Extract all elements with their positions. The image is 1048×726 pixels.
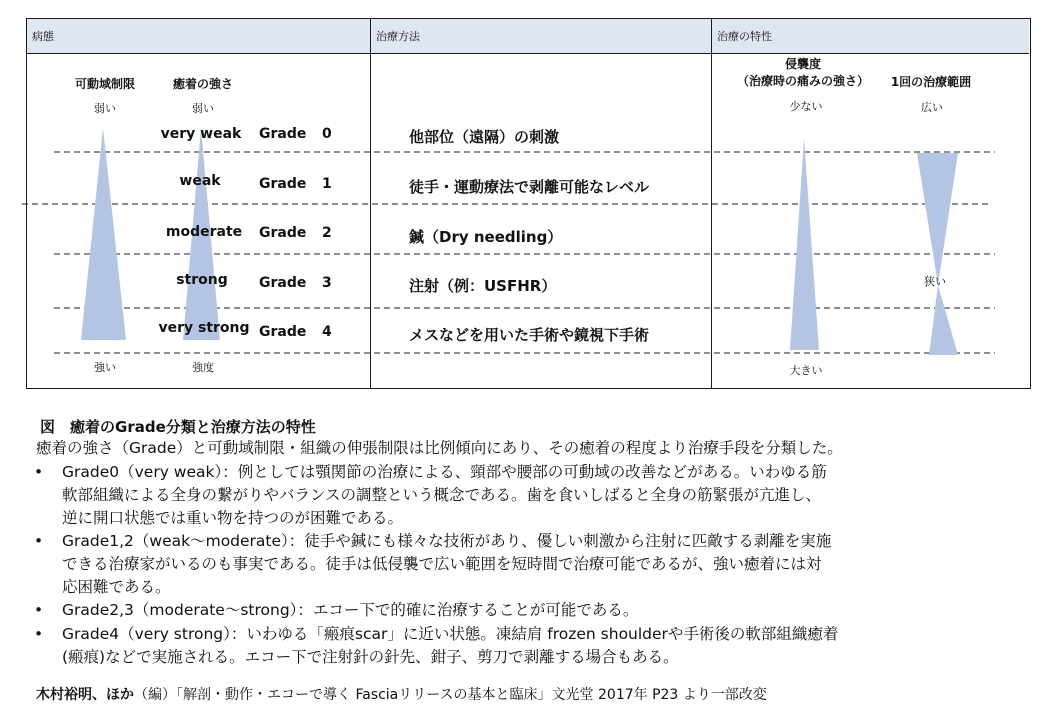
strength-label: very weak — [160, 126, 242, 142]
treatment-method: 鍼（Dry needling） — [409, 228, 563, 246]
grade-number: 2 — [322, 225, 332, 241]
rom-strong-label: 強い — [94, 361, 116, 374]
figure-intro: 癒着の強さ（Grade）と可動域制限・組織の伸張制限は比例傾向にあり、その癒着の程度より治療手段を分類した。 — [36, 439, 843, 457]
source-authors: 木村裕明、ほか — [36, 687, 134, 703]
bullet-item: • Grade4（very strong）：いわゆる「瘢痕scar」に近い状態。凍結肩 frozen shoulderや手術後の軟部組織癒着 (瘢痕)などで実施される。エコー下で注射針の針先、鉗子、剪刀で剥離する場合もある。 — [34, 625, 839, 666]
bullet-dot: • — [34, 532, 44, 550]
grade-label: Grade — [259, 324, 307, 340]
rom-limit-label: 可動域制限 — [74, 77, 136, 91]
treatment-method: 他部位（遠隔）の刺激 — [409, 128, 560, 146]
strength-label: moderate — [165, 224, 243, 240]
strength-label: weak — [179, 173, 221, 189]
grade-label: Grade — [259, 225, 307, 241]
bullet-item: • Grade1,2（weak〜moderate）：徒手や鍼にも様々な技術があり、優しい刺激から注射に匹敵する剥離を実施 できる治療家がいるのも事実である。徒手は低侵襲で広い範囲を短時間で治療可能であるが、強い癒着には対 応困難である。 — [34, 532, 832, 596]
bullet-dot: • — [34, 625, 44, 643]
treatment-method: 注射（例：USFHR） — [409, 277, 557, 295]
treatment-range-title: 1回の治療範囲 — [890, 75, 972, 89]
bullet-dot: • — [34, 463, 44, 481]
grade-number: 4 — [322, 324, 332, 340]
grade-number: 0 — [322, 126, 332, 142]
header-pathology: 病態 — [27, 19, 371, 54]
range-narrow-label: 狭い — [924, 275, 946, 288]
treatment-method: 徒手・運動療法で剥離可能なレベル — [409, 178, 650, 196]
adhesion-weak-label: 弱い — [192, 102, 214, 115]
treatment-method: メスなどを用いた手術や鏡視下手術 — [409, 326, 650, 344]
source-citation — [36, 684, 767, 704]
invasiveness-title: 侵襲度 — [784, 57, 822, 71]
grade-label: Grade — [259, 176, 307, 192]
strength-label: strong — [176, 272, 228, 288]
rom-weak-label: 弱い — [94, 102, 116, 115]
grade-label: Grade — [259, 275, 307, 291]
grade-number: 1 — [322, 176, 332, 192]
invasiveness-large-label: 大きい — [789, 364, 823, 377]
range-wide-label: 広い — [921, 101, 943, 114]
bullet-item: • Grade0（very weak）：例としては顎関節の治療による、頸部や腰部の可動域の改善などがある。いわゆる筋 軟部組織による全身の繋がりやバランスの調整という概念である。歯を食いしばると全身の筋緊張が亢進し、 逆に開口状態では重い物を持つのが困難である。 — [34, 463, 827, 527]
grade-label: Grade — [259, 126, 307, 142]
invasiveness-subtitle: （治療時の痛みの強さ） — [736, 74, 870, 88]
treatment-range-hourglass — [917, 153, 958, 355]
grade-number: 3 — [322, 275, 332, 291]
bullet-item: • Grade2,3（moderate〜strong）：エコー下で的確に治療することが可能である。 — [34, 599, 1024, 622]
invasiveness-triangle — [790, 138, 819, 350]
strength-label: very strong — [158, 320, 250, 336]
adhesion-strong-label: 強度 — [192, 361, 214, 374]
invasiveness-small-label: 少ない — [789, 100, 823, 113]
header-characteristics: 治療の特性 — [712, 19, 1029, 54]
adhesion-strength-label: 癒着の強さ — [172, 77, 234, 91]
source-details: （編）「解剖・動作・エコーで導く Fasciaリリースの基本と臨床」文光堂 2017年 P23 より一部改変 — [134, 687, 767, 703]
rom-limit-triangle — [81, 128, 126, 340]
figure-title: 図 癒着のGrade分類と治療方法の特性 — [40, 418, 316, 436]
header-treatment: 治療方法 — [371, 19, 712, 54]
bullet-dot: • — [34, 601, 44, 619]
